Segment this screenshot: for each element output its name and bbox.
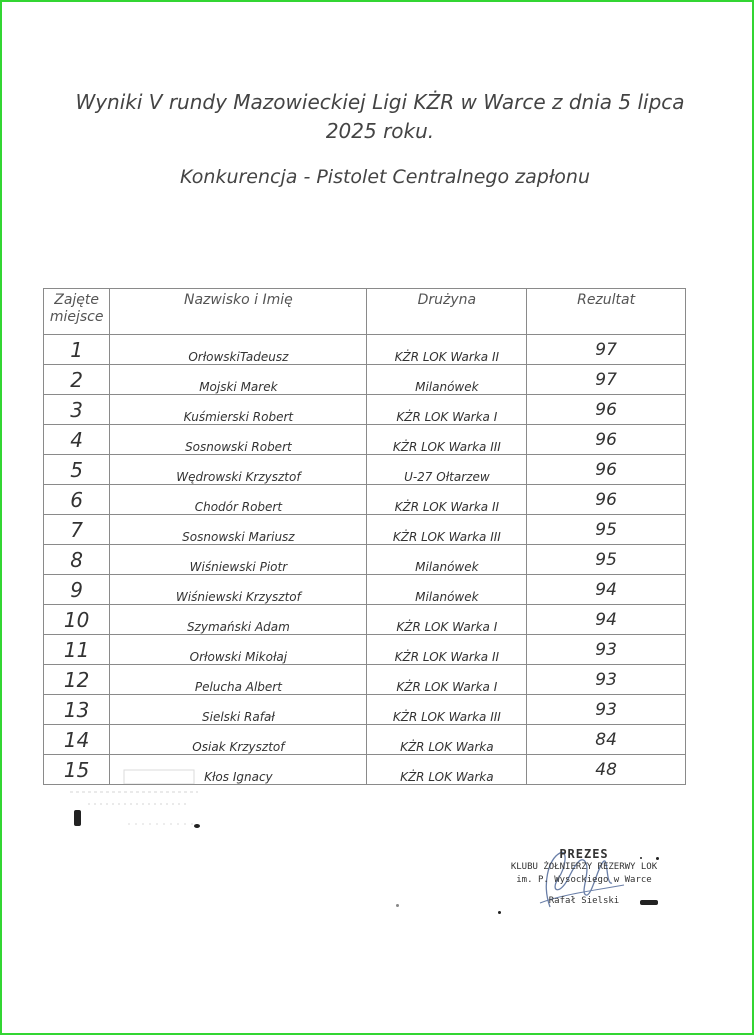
cell-team: KŻR LOK Warka II: [367, 485, 527, 515]
cell-team: KŻR LOK Warka I: [367, 395, 527, 425]
ink-speck: [194, 824, 200, 828]
cell-team: KŻR LOK Warka: [367, 725, 527, 755]
cell-team: Milanówek: [367, 545, 527, 575]
cell-score: 93: [527, 635, 686, 665]
ink-speck: [396, 904, 399, 907]
header-place: [44, 289, 110, 335]
table-row: [44, 725, 686, 755]
results-table: [43, 288, 686, 785]
cell-team: KŻR LOK Warka I: [367, 665, 527, 695]
cell-name: Wiśniewski Krzysztof: [110, 575, 367, 605]
header-name: Nazwisko i Imię: [110, 289, 367, 335]
document-title: [40, 88, 720, 146]
table-row: [44, 665, 686, 695]
cell-name: Sosnowski Robert: [110, 425, 367, 455]
header-place-line-2: miejsce: [49, 309, 104, 325]
cell-name: Szymański Adam: [110, 605, 367, 635]
cell-score: 93: [527, 695, 686, 725]
cell-score: 96: [527, 425, 686, 455]
cell-place: 1: [44, 335, 110, 365]
cell-team: KŻR LOK Warka I: [367, 605, 527, 635]
table-row: [44, 455, 686, 485]
stamp-signatory: Rafał Sielski: [548, 896, 620, 906]
header-row: [44, 289, 686, 335]
table-row: [44, 545, 686, 575]
table-row: [44, 395, 686, 425]
cell-score: 97: [527, 365, 686, 395]
cell-place: 9: [44, 575, 110, 605]
table-row: [44, 575, 686, 605]
title-line-1: Wyniki V rundy Mazowieckiej Ligi KŻR w Warce z dnia 5 lipca: [75, 90, 685, 114]
cell-name: Sosnowski Mariusz: [110, 515, 367, 545]
cell-place: 7: [44, 515, 110, 545]
cell-score: 96: [527, 455, 686, 485]
table-row: [44, 515, 686, 545]
header-team: Drużyna: [367, 289, 527, 335]
cell-team: Milanówek: [367, 575, 527, 605]
cell-score: 84: [527, 725, 686, 755]
cell-name: Wiśniewski Piotr: [110, 545, 367, 575]
cell-score: 93: [527, 665, 686, 695]
table-row: [44, 695, 686, 725]
cell-place: 6: [44, 485, 110, 515]
cell-score: 95: [527, 515, 686, 545]
cell-score: 48: [527, 755, 686, 785]
header-score: Rezultat: [527, 289, 686, 335]
cell-team: KŻR LOK Warka II: [367, 635, 527, 665]
cell-team: KŻR LOK Warka: [367, 755, 527, 785]
cell-name: Wędrowski Krzysztof: [110, 455, 367, 485]
cell-team: KŻR LOK Warka III: [367, 695, 527, 725]
faint-stamp-mark: [68, 768, 208, 830]
cell-score: 94: [527, 575, 686, 605]
stamp-club-name: KLUBU ŻOŁNIERZY REZERWY LOK: [510, 862, 658, 872]
ink-speck: [498, 911, 501, 914]
cell-place: 11: [44, 635, 110, 665]
cell-team: Milanówek: [367, 365, 527, 395]
ink-speck: [74, 810, 81, 826]
cell-place: 5: [44, 455, 110, 485]
ink-speck: [656, 857, 659, 860]
cell-place: 3: [44, 395, 110, 425]
cell-place: 13: [44, 695, 110, 725]
cell-name: Pelucha Albert: [110, 665, 367, 695]
cell-name: Kłos Ignacy: [110, 755, 367, 785]
table-row: [44, 605, 686, 635]
cell-place: 15: [44, 755, 110, 785]
ink-speck: [640, 900, 658, 905]
cell-place: 2: [44, 365, 110, 395]
cell-name: Orłowski Mikołaj: [110, 635, 367, 665]
cell-place: 8: [44, 545, 110, 575]
cell-place: 12: [44, 665, 110, 695]
cell-name: OrłowskiTadeusz: [110, 335, 367, 365]
cell-name: Chodór Robert: [110, 485, 367, 515]
club-stamp: [498, 848, 670, 908]
stamp-club-patron: im. P. Wysockiego w Warce: [516, 875, 652, 885]
table-row: [44, 485, 686, 515]
cell-team: KŻR LOK Warka II: [367, 335, 527, 365]
table-row: [44, 425, 686, 455]
cell-place: 14: [44, 725, 110, 755]
cell-place: 10: [44, 605, 110, 635]
cell-team: U-27 Ołtarzew: [367, 455, 527, 485]
stamp-title: PREZES: [559, 847, 609, 861]
cell-score: 95: [527, 545, 686, 575]
cell-score: 94: [527, 605, 686, 635]
cell-team: KŻR LOK Warka III: [367, 425, 527, 455]
table-row: [44, 335, 686, 365]
cell-score: 96: [527, 395, 686, 425]
cell-score: 97: [527, 335, 686, 365]
cell-name: Mojski Marek: [110, 365, 367, 395]
cell-team: KŻR LOK Warka III: [367, 515, 527, 545]
ink-speck: [640, 857, 642, 859]
header-place-line-1: Zajęte: [54, 292, 100, 308]
table-row: [44, 365, 686, 395]
title-line-2: 2025 roku.: [325, 119, 435, 143]
document-subtitle: Konkurencja - Pistolet Centralnego zapłonu: [180, 166, 590, 188]
cell-score: 96: [527, 485, 686, 515]
cell-name: Osiak Krzysztof: [110, 725, 367, 755]
cell-name: Sielski Rafał: [110, 695, 367, 725]
cell-name: Kuśmierski Robert: [110, 395, 367, 425]
table-row: [44, 635, 686, 665]
cell-place: 4: [44, 425, 110, 455]
